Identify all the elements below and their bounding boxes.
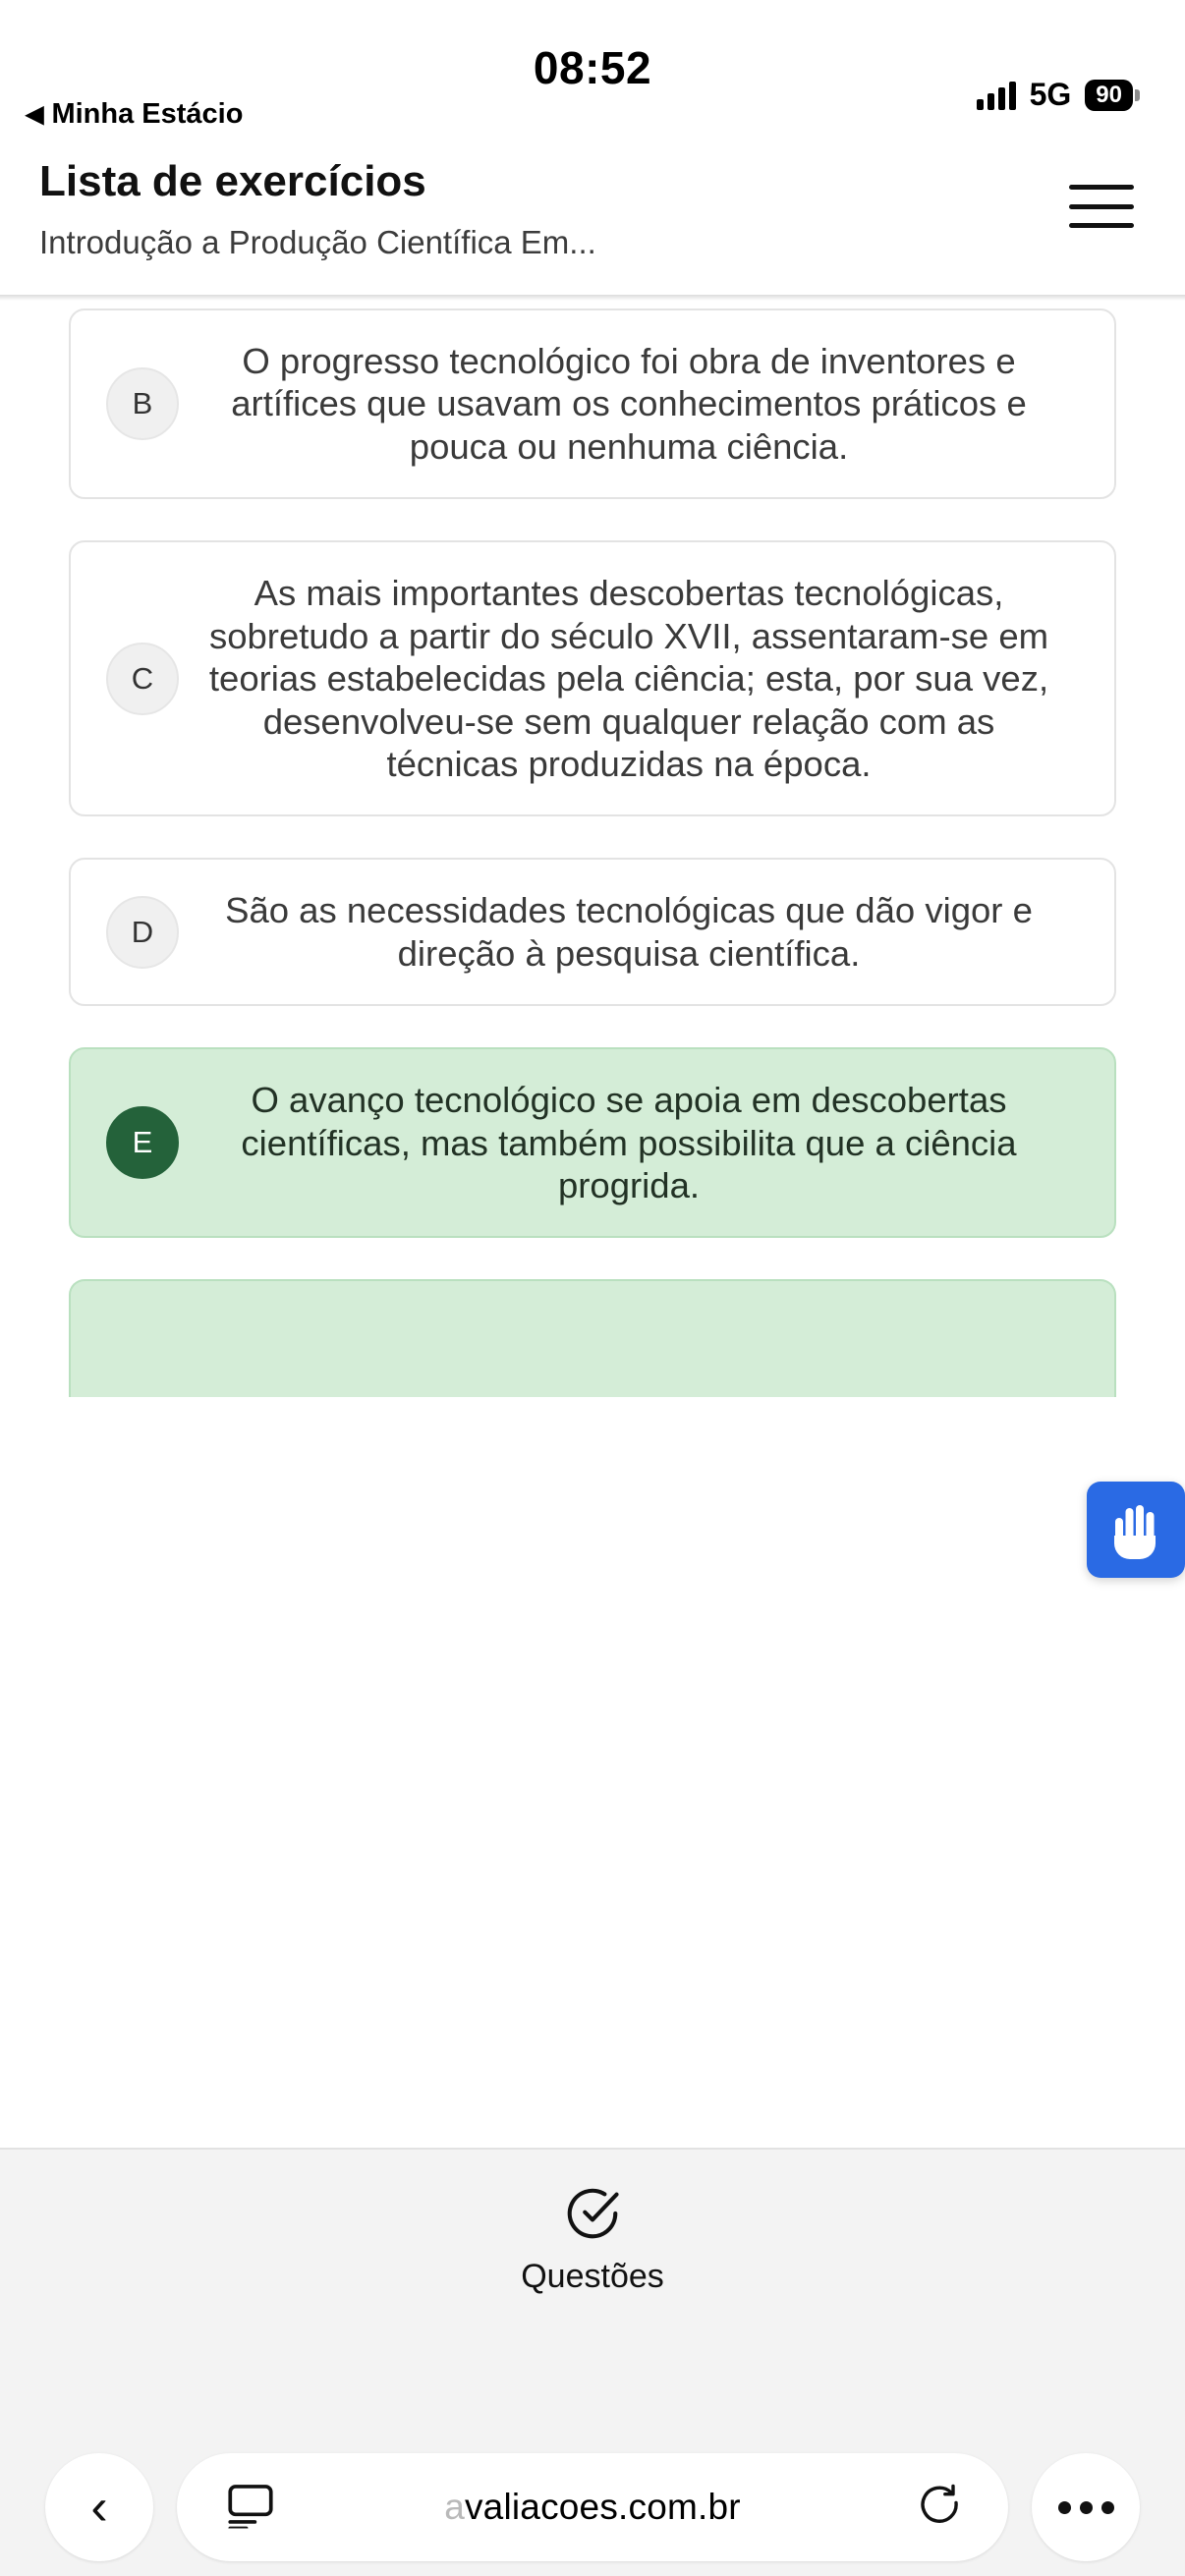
battery-icon [1085,80,1140,111]
browser-toolbar [0,2393,1185,2576]
option-text-c: As mais importantes descobertas tecnológicas, sobretudo a partir do século XVII, assentaram-se em teorias estabelecidas pela ciência; esta, por sua vez, desenvolveu-se sem qualquer relação com as técnicas produzidas na época. [208,573,1049,784]
battery-tip [1135,89,1140,101]
status-indicators [977,77,1140,113]
network-type-label: 5G [1029,77,1072,112]
more-options-icon [1058,2501,1114,2514]
back-to-app-link[interactable] [26,98,243,131]
option-letter-e: E [106,1106,179,1179]
browser-back-button[interactable] [45,2453,153,2561]
address-bar-text [444,2487,741,2528]
option-letter-c: C [106,643,179,715]
option-text-b: O progresso tecnológico foi obra de inventores e artífices que usavam os conhecimentos práticos e pouca ou nenhuma ciência. [231,341,1027,467]
chevron-left-icon: ‹ [90,2479,108,2536]
option-d[interactable] [69,858,1116,1006]
page-subtitle: Introdução a Produção Científica Em... [39,224,596,260]
page-title: Lista de exercícios [39,157,426,205]
option-text-e: O avanço tecnológico se apoia em descobertas científicas, mas também possibilita que a ciência progrida. [241,1080,1017,1206]
tab-questoes-label[interactable]: Questões [521,2258,664,2295]
browser-more-button[interactable] [1032,2453,1140,2561]
bottom-tab-bar [0,2150,1185,2393]
option-e[interactable] [69,1047,1116,1238]
reader-view-icon[interactable] [224,2482,277,2534]
sign-language-hand-icon[interactable] [1087,1482,1185,1578]
address-bar-domain: valiacoes.com.br [464,2487,741,2527]
back-to-app-label: Minha Estácio [51,98,244,130]
battery-percent: 90 [1085,80,1133,111]
option-c[interactable] [69,540,1116,816]
status-time: 08:52 [533,42,652,93]
option-text-d: São as necessidades tecnológicas que dão vigor e direção à pesquisa científica. [225,890,1033,974]
status-bar [0,0,1185,147]
signal-bars-icon [977,81,1016,110]
reload-icon[interactable] [916,2481,963,2535]
scroll-clip-top [69,301,1116,308]
question-options-list[interactable] [0,301,1185,2148]
option-letter-d: D [106,896,179,969]
address-bar[interactable] [177,2453,1008,2561]
address-bar-prefix: a [444,2487,465,2527]
next-option-partial[interactable] [69,1279,1116,1397]
app-header [0,147,1185,295]
hamburger-menu-icon[interactable] [1069,179,1134,234]
back-arrow-icon: ◀ [26,100,44,128]
option-letter-b: B [106,367,179,440]
option-b[interactable] [69,308,1116,499]
check-circle-icon[interactable] [562,2183,623,2244]
